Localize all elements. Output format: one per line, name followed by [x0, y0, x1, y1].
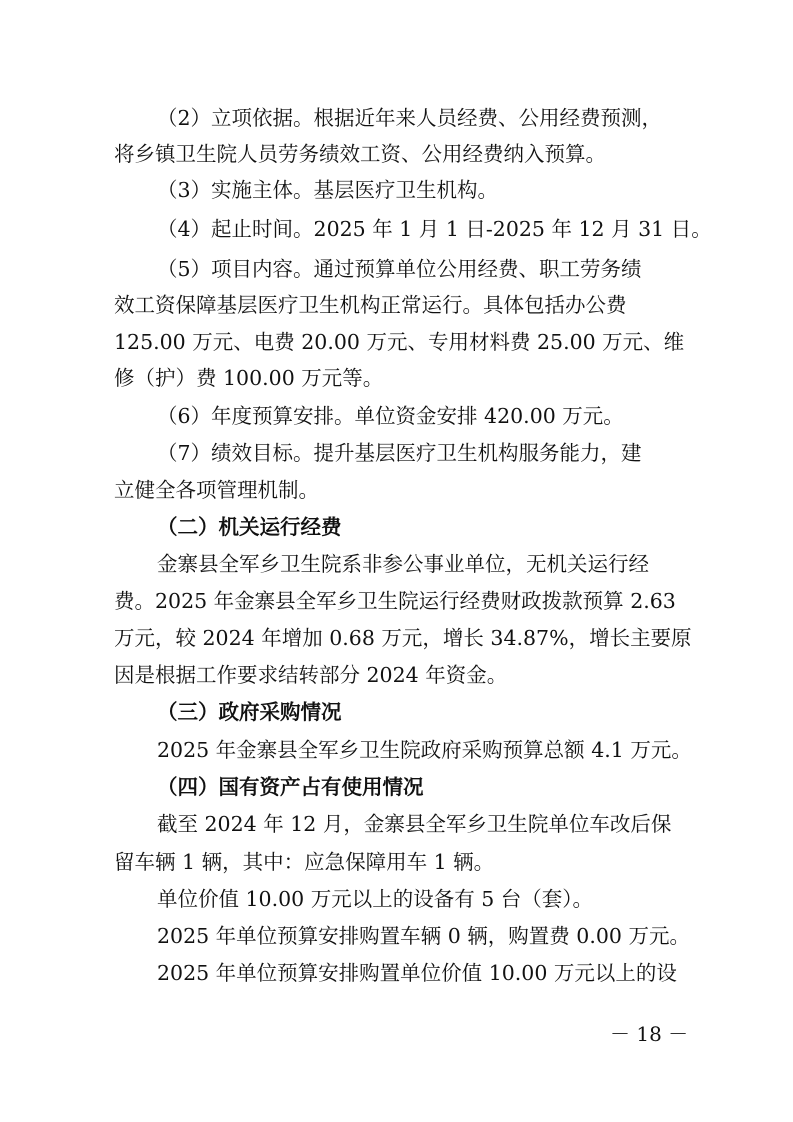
paragraph-line: （4）起止时间。2025 年 1 月 1 日-2025 年 12 月 31 日。 [157, 217, 712, 241]
paragraph-line: 费。2025 年金寨县全军乡卫生院运行经费财政拨款预算 2.63 [114, 589, 676, 613]
paragraph-line: 125.00 万元、电费 20.00 万元、专用材料费 25.00 万元、维 [114, 330, 685, 354]
paragraph-line: （6）年度预算安排。单位资金安排 420.00 万元。 [157, 404, 624, 428]
paragraph-line: 2025 年单位预算安排购置单位价值 10.00 万元以上的设 [157, 961, 677, 985]
paragraph-line: 2025 年金寨县全军乡卫生院政府采购预算总额 4.1 万元。 [157, 738, 692, 762]
paragraph-line: 金寨县全军乡卫生院系非参公事业单位，无机关运行经 [157, 552, 649, 576]
paragraph-line: 将乡镇卫生院人员劳务绩效工资、公用经费纳入预算。 [114, 142, 606, 166]
paragraph-line: 效工资保障基层医疗卫生机构正常运行。具体包括办公费 [114, 293, 627, 317]
paragraph-line: 截至 2024 年 12 月，金寨县全军乡卫生院单位车改后保 [157, 812, 672, 836]
page-number: － 18 － [610, 1022, 689, 1046]
paragraph-line: （2）立项依据。根据近年来人员经费、公用经费预测， [157, 106, 663, 130]
paragraph-line: （5）项目内容。通过预算单位公用经费、职工劳务绩 [157, 257, 642, 281]
paragraph-line: 单位价值 10.00 万元以上的设备有 5 台（套）。 [157, 887, 594, 911]
paragraph-line: 立健全各项管理机制。 [114, 478, 319, 502]
paragraph-line: 万元，较 2024 年增加 0.68 万元，增长 34.87%，增长主要原 [114, 626, 692, 650]
section-heading: （二）机关运行经费 [157, 515, 342, 539]
paragraph-line: 留车辆 1 辆，其中：应急保障用车 1 辆。 [114, 850, 495, 874]
paragraph-line: 因是根据工作要求结转部分 2024 年资金。 [114, 663, 508, 687]
paragraph-line: 修（护）费 100.00 万元等。 [114, 366, 384, 390]
paragraph-line: （7）绩效目标。提升基层医疗卫生机构服务能力，建 [157, 441, 642, 465]
section-heading: （四）国有资产占有使用情况 [157, 775, 424, 799]
section-heading: （三）政府采购情况 [157, 700, 342, 724]
paragraph-line: （3）实施主体。基层医疗卫生机构。 [157, 178, 499, 202]
paragraph-line: 2025 年单位预算安排购置车辆 0 辆，购置费 0.00 万元。 [157, 924, 690, 948]
